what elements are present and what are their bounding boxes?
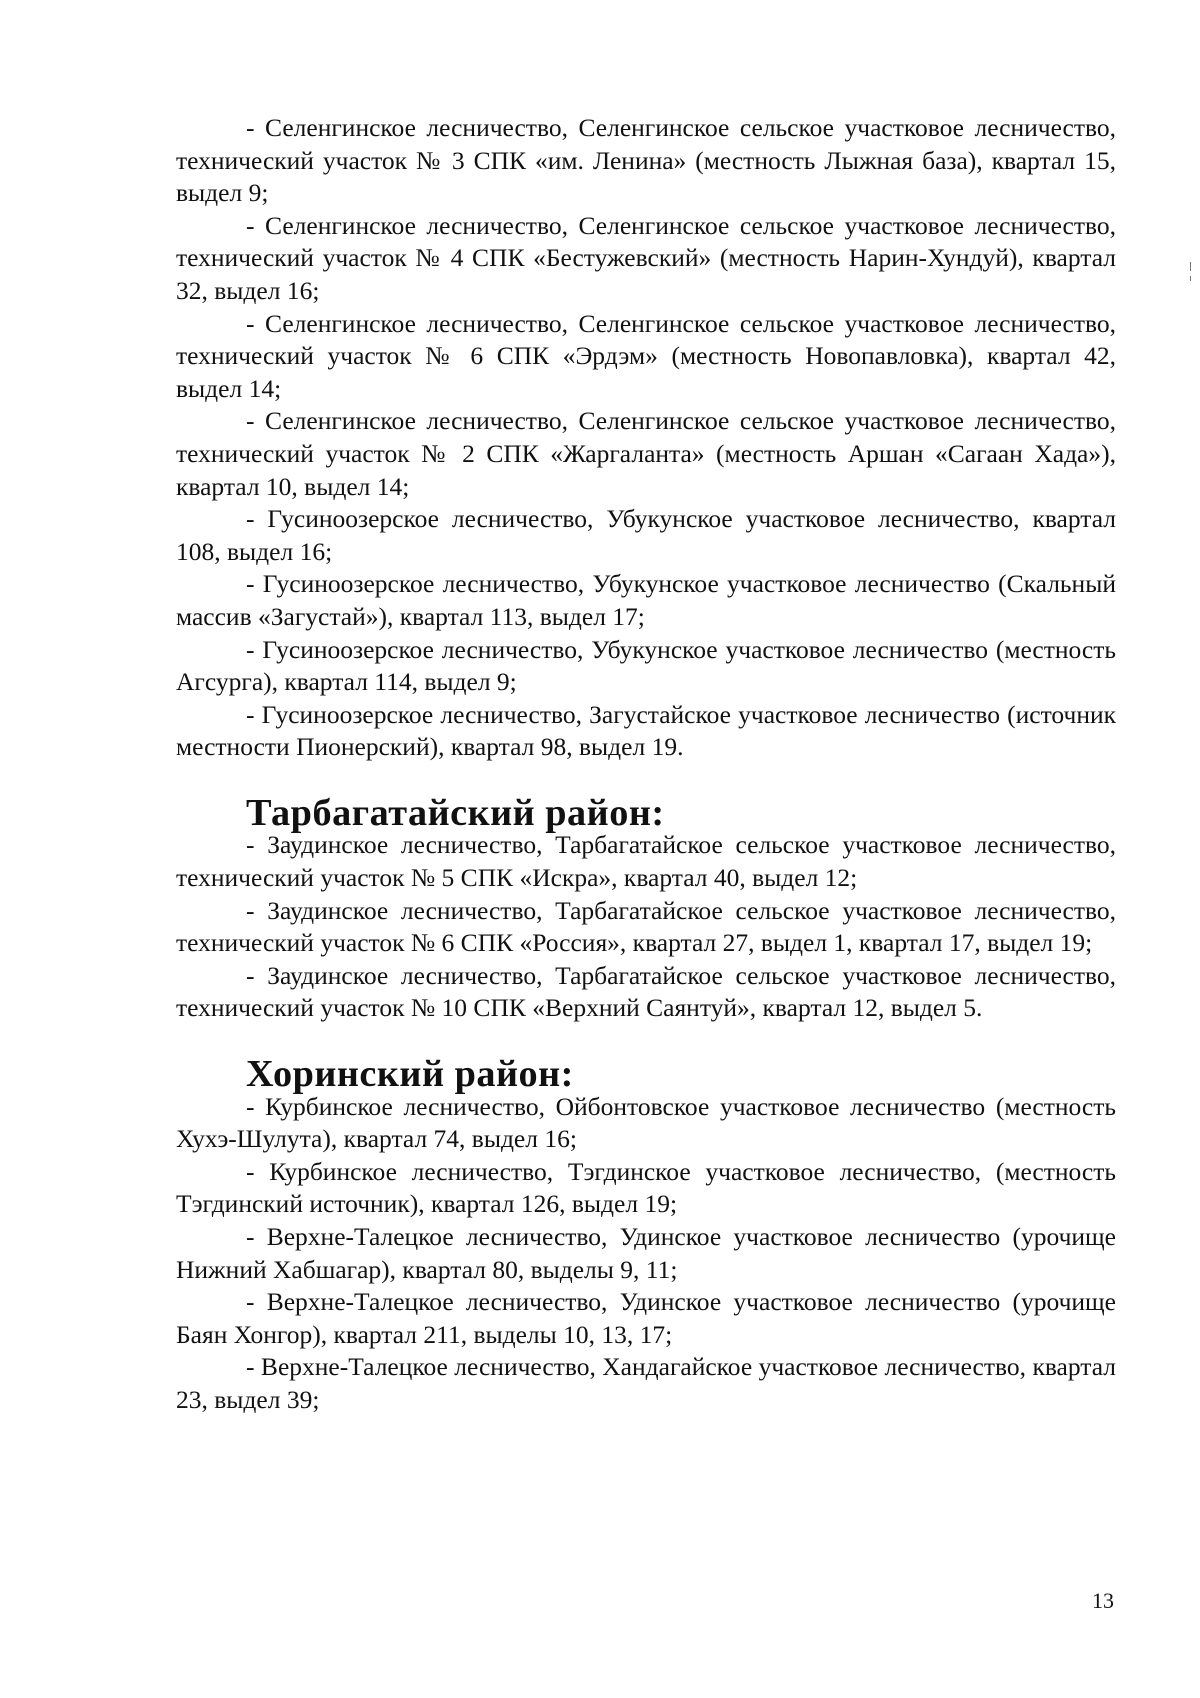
- list-item: - Заудинское лесничество, Тарбагатайское сельское участковое лесничество, технический участок № 6 СПК «Россия», квартал 27, выдел 1, квартал 17, выдел 19;: [176, 895, 1116, 958]
- list-item: - Заудинское лесничество, Тарбагатайское сельское участковое лесничество, технический участок № 10 СПК «Верхний Саянтуй», квартал 12, выдел 5.: [176, 960, 1116, 1023]
- list-item: - Верхне-Талецкое лесничество, Хандагайское участковое лесничество, квартал 23, выдел 39;: [176, 1352, 1116, 1414]
- document-page: [176, 112, 1116, 1417]
- list-item: - Селенгинское лесничество, Селенгинское сельское участковое лесничество, технический участок № 2 СПК «Жаргаланта» (местность Аршан «Сагаан Хада»), квартал 10, выдел 14;: [176, 406, 1116, 501]
- list-item: - Заудинское лесничество, Тарбагатайское сельское участковое лесничество, технический участок № 5 СПК «Искра», квартал 40, выдел 12;: [176, 830, 1116, 893]
- list-item: - Гусиноозерское лесничество, Убукунское участковое лесничество, квартал 108, выдел 16;: [176, 504, 1116, 566]
- list-item: - Гусиноозерское лесничество, Убукунское участковое лесничество (местность Агсурга), квартал 114, выдел 9;: [176, 634, 1116, 697]
- list-item: - Селенгинское лесничество, Селенгинское сельское участковое лесничество, технический участок № 6 СПК «Эрдэм» (местность Новопавловка), квартал 42, выдел 14;: [176, 308, 1116, 403]
- list-item: - Гусиноозерское лесничество, Загустайское участковое лесничество (источник местности Пионерский), квартал 98, выдел 19.: [176, 699, 1116, 762]
- list-item: - Курбинское лесничество, Тэгдинское участковое лесничество, (местность Тэгдинский источник), квартал 126, выдел 19;: [176, 1156, 1116, 1219]
- section-heading-tarbagatai: Тарбагатайский район:: [246, 791, 665, 834]
- list-item: - Селенгинское лесничество, Селенгинское сельское участковое лесничество, технический участок № 3 СПК «им. Ленина» (местность Лыжная база), квартал 15, выдел 9;: [176, 113, 1116, 208]
- scan-artifact: [1190, 276, 1191, 281]
- list-item: - Курбинское лесничество, Ойбонтовское участковое лесничество (местность Хухэ-Шулута), квартал 74, выдел 16;: [176, 1091, 1116, 1154]
- scan-artifact: [1190, 262, 1191, 271]
- page-number: 13: [1092, 1588, 1114, 1613]
- list-item: - Гусиноозерское лесничество, Убукунское участковое лесничество (Скальный массив «Загустай»), квартал 113, выдел 17;: [176, 569, 1116, 631]
- list-item: - Селенгинское лесничество, Селенгинское сельское участковое лесничество, технический участок № 4 СПК «Бестужевский» (местность Нарин-Хундуй), квартал 32, выдел 16;: [176, 210, 1116, 305]
- section-heading-khorinsk: Хоринский район:: [246, 1053, 574, 1096]
- list-item: - Верхне-Талецкое лесничество, Удинское участковое лесничество (урочище Баян Хонгор), квартал 211, выделы 10, 13, 17;: [176, 1287, 1116, 1349]
- list-item: - Верхне-Талецкое лесничество, Удинское участковое лесничество (урочище Нижний Хабшагар), квартал 80, выделы 9, 11;: [176, 1222, 1116, 1284]
